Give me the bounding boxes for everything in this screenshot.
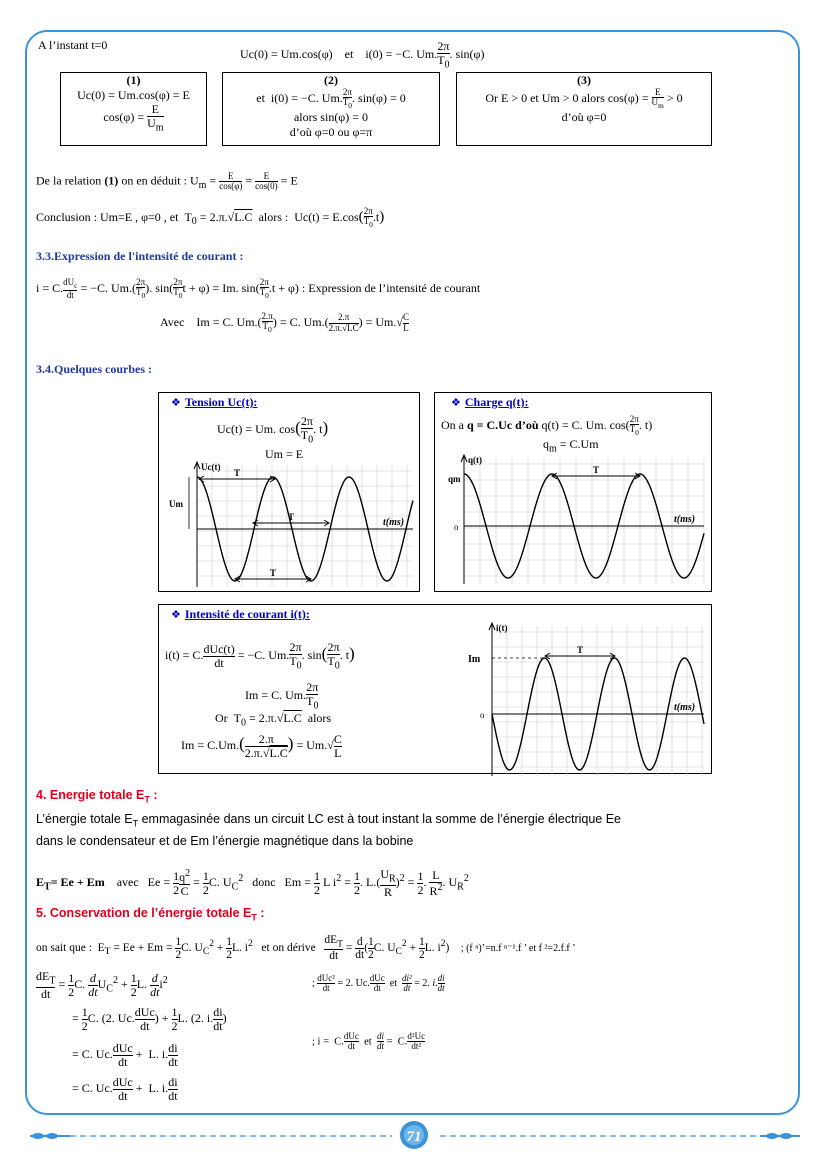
page-number: 71 bbox=[406, 1129, 422, 1145]
intro-instant: A l’instant t=0 bbox=[38, 38, 108, 52]
intro-initial-equation: Uc(0) = Um.cos(φ) et i(0) = −C. Um. $\frac{2\pi}{T_0}$ . sin(φ) bbox=[240, 39, 485, 70]
origin-label: o bbox=[454, 522, 459, 532]
chart-uc bbox=[169, 457, 417, 589]
panel-q-equation: On a q = C.Uc d’où q(t) = C. Um. cos( $\frac{2\pi}{T_0}$ . t) bbox=[441, 414, 653, 438]
section-3-3-eq1: i = C. $\frac{dU_c}{dt}$ = −C. Um.( $\frac{2\pi}{T_0}$ ). sin( $\frac{2\pi}{T_0}$ t + φ) = Im. sin( $\frac{2\pi}{T_0}$ .t + φ) : Expression de l’intensité de courant bbox=[36, 277, 481, 301]
y-tick-label: Im bbox=[468, 654, 481, 665]
section-5-deriv-3: = C. Uc. $\frac{\text{dUc}}{dt}$ + L. i. $\frac{di}{dt}$ bbox=[72, 1041, 178, 1069]
origin-label: o bbox=[480, 710, 485, 720]
x-axis-label: t(ms) bbox=[674, 514, 696, 525]
conclusion-line: Conclusion : Um=E , φ=0 , et $T_0 = 2.\pi.√L.C$ alors : Uc(t) = E.cos( $\frac{2\pi}{T_0}$ .t) bbox=[36, 206, 385, 230]
bullet-icon: ❖ bbox=[451, 397, 461, 409]
y-tick-label: Um bbox=[169, 499, 183, 509]
section-5-deriv-2: = $\frac{1}{2}$ C. (2. Uc. $\frac{\text{dUc}}{dt}$ ) + $\frac{1}{2}$ L. (2. i. $\frac{di}{dt}$ ) bbox=[72, 1005, 227, 1033]
panel-uc-title: Tension Uc(t): bbox=[184, 395, 258, 409]
y-axis-label: q(t) bbox=[468, 455, 482, 465]
section-5-deriv-4: = C. Uc. $\frac{\text{dUc}}{dt}$ + L. i. $\frac{di}{dt}$ bbox=[72, 1075, 178, 1103]
panel-i-eq4: Im = C.Um.( $\frac{2.\pi}{2.\pi.√L.C}$ ) = Um.√ $\frac{C}{L}$ bbox=[181, 732, 342, 760]
x-axis-label: t(ms) bbox=[383, 517, 405, 528]
deduction-line: De la relation (1) on en déduit : $U_m$ = $\frac{E}{\cos(\varphi)}$ = $\frac{E}{\cos(0)}$ = E bbox=[36, 171, 298, 192]
chart-q bbox=[446, 452, 710, 589]
period-label: T bbox=[593, 465, 600, 475]
x-axis-label: t(ms) bbox=[674, 702, 696, 713]
section-5-note-1: ; (f ⁿ)’=n.f ⁿ⁻¹.f ’ et f ²=2.f.f ’ bbox=[460, 942, 576, 954]
section-5-line-1: on sait que : $E_T = Ee + Em$ = $\frac{1}{2}$ C. $U_C^2$ + $\frac{1}{2}$ L. $i^2$ et on dérive $\frac{dE_T}{dt}$ = $\frac{d}{dt}$ ( $\frac{1}{2}$ C. $U_C^2$ + $\frac{1}{2}$ L. $i^2$) ; (f ⁿ)’=n.f ⁿ⁻¹.f ’ et f ²=2.f.f ’ bbox=[36, 934, 576, 963]
box-2-line-3: d’où φ=0 ou φ=π bbox=[289, 125, 373, 140]
box-1-line-2: cos(φ) = $\frac{E}{U_m}$ bbox=[103, 102, 164, 133]
box-3-line-2: d’où φ=0 bbox=[561, 110, 607, 125]
box-2-line-1: et i(0) = −C. Um. $\frac{2\pi}{T_0}$ . sin(φ) = 0 bbox=[256, 87, 406, 111]
panel-i-title: Intensité de courant i(t): bbox=[184, 607, 310, 621]
period-label: T bbox=[270, 568, 277, 578]
panel-uc-equation: Uc(t) = Um. cos( $\frac{2\pi}{T_0}$ . t) bbox=[217, 414, 329, 445]
panel-i-eq1: i(t) = C. $\frac{\text{dUc(t)}}{dt}$ = −C. Um. $\frac{2\pi}{T_0}$ . sin( $\frac{2\pi}{T_0}$ . t) bbox=[165, 640, 355, 671]
panel-q-title: Charge q(t): bbox=[464, 395, 529, 409]
bullet-icon: ❖ bbox=[171, 609, 181, 621]
panel-uc-um: Um = E bbox=[265, 447, 304, 461]
panel-i-eq2: Im = C. Um. $\frac{2\pi}{T_0}$ bbox=[245, 680, 319, 711]
box-relation-2 bbox=[222, 72, 440, 146]
section-4-para-1: L’énergie totale $E_T$ emmagasinée dans un circuit LC est à tout instant la somme de l’énergie électrique Ee bbox=[36, 812, 622, 829]
period-label: T bbox=[234, 468, 241, 478]
section-4-energy-equation: $E_T= Ee + Em$ avec Ee = $\frac{1}{2}$ $\frac{q^2}{C}$ = $\frac{1}{2}$ C. $U_C^2$ donc Em = $\frac{1}{2}$ L $i^2$ = $\frac{1}{2}$ . L.( $\frac{U_R}{R}$ )$^2$ = $\frac{1}{2}$ . $\frac{L}{R^2}$ . $U_R^2$ bbox=[36, 867, 469, 899]
y-tick-label: qm bbox=[448, 474, 461, 484]
section-5-note-2: ; $\frac{\text{dUc²}}{dt}$ = 2. Uc. $\frac{\text{dUc}}{dt}$ et $\frac{\text{di²}}{dt}$ = 2. i. $\frac{di}{dt}$ bbox=[312, 973, 445, 994]
chart-i bbox=[462, 620, 710, 772]
section-5-deriv-1: $\frac{dE_T}{dt}$ = $\frac{1}{2}$ C. $\frac{d}{dt}$ $U_C^2$ + $\frac{1}{2}$ L. $\frac{d}{dt}$ $i^2$ bbox=[36, 969, 168, 1001]
box-1-line-1: Uc(0) = Um.cos(φ) = E bbox=[77, 88, 190, 102]
box-2-title: (2) bbox=[324, 73, 338, 87]
section-5-heading: 5. Conservation de l’énergie totale $E_T$ : bbox=[36, 906, 265, 923]
section-5-note-3: ; i = C. $\frac{\text{dUc}}{dt}$ et $\frac{di}{dt}$ = C. $\frac{\text{d²Uc}}{\text{dt²}}$ bbox=[312, 1031, 426, 1052]
y-axis-label: Uc(t) bbox=[201, 462, 221, 472]
section-3-3-eq2: Avec Im = C. Um.( $\frac{2.\pi}{T_0}$ ) = C. Um.( $\frac{2.\pi}{2.\pi.√LC}$ ) = Um.√ $\frac{C}{L}$ bbox=[160, 311, 409, 335]
bullet-icon: ❖ bbox=[171, 397, 181, 409]
page-number-badge bbox=[397, 1118, 431, 1152]
box-2-line-2: alors sin(φ) = 0 bbox=[293, 110, 368, 125]
box-3-title: (3) bbox=[577, 73, 591, 87]
section-4-heading: 4. Energie totale $E_T$ : bbox=[36, 788, 158, 805]
box-1-title: (1) bbox=[126, 73, 141, 87]
panel-i-eq3: Or $T_0 = 2.\pi.√L.C$ alors bbox=[215, 711, 332, 729]
box-relation-3 bbox=[456, 72, 712, 146]
section-3-4-heading: 3.4.Quelques courbes : bbox=[36, 362, 153, 376]
box-3-line-1: Or E > 0 et Um > 0 alors cos(φ) = $\frac{E}{U_m}$ > 0 bbox=[485, 87, 683, 111]
period-label: T bbox=[577, 645, 584, 655]
section-4-para-2: dans le condensateur et de Em l’énergie magnétique dans la bobine bbox=[36, 834, 414, 848]
box-relation-1 bbox=[60, 72, 207, 146]
section-3-3-heading: 3.3.Expression de l'intensité de courant : bbox=[36, 249, 244, 263]
period-label: T bbox=[288, 512, 295, 522]
panel-q-qm: $q_m = C.Um$ bbox=[543, 437, 599, 455]
y-axis-label: i(t) bbox=[496, 623, 508, 633]
